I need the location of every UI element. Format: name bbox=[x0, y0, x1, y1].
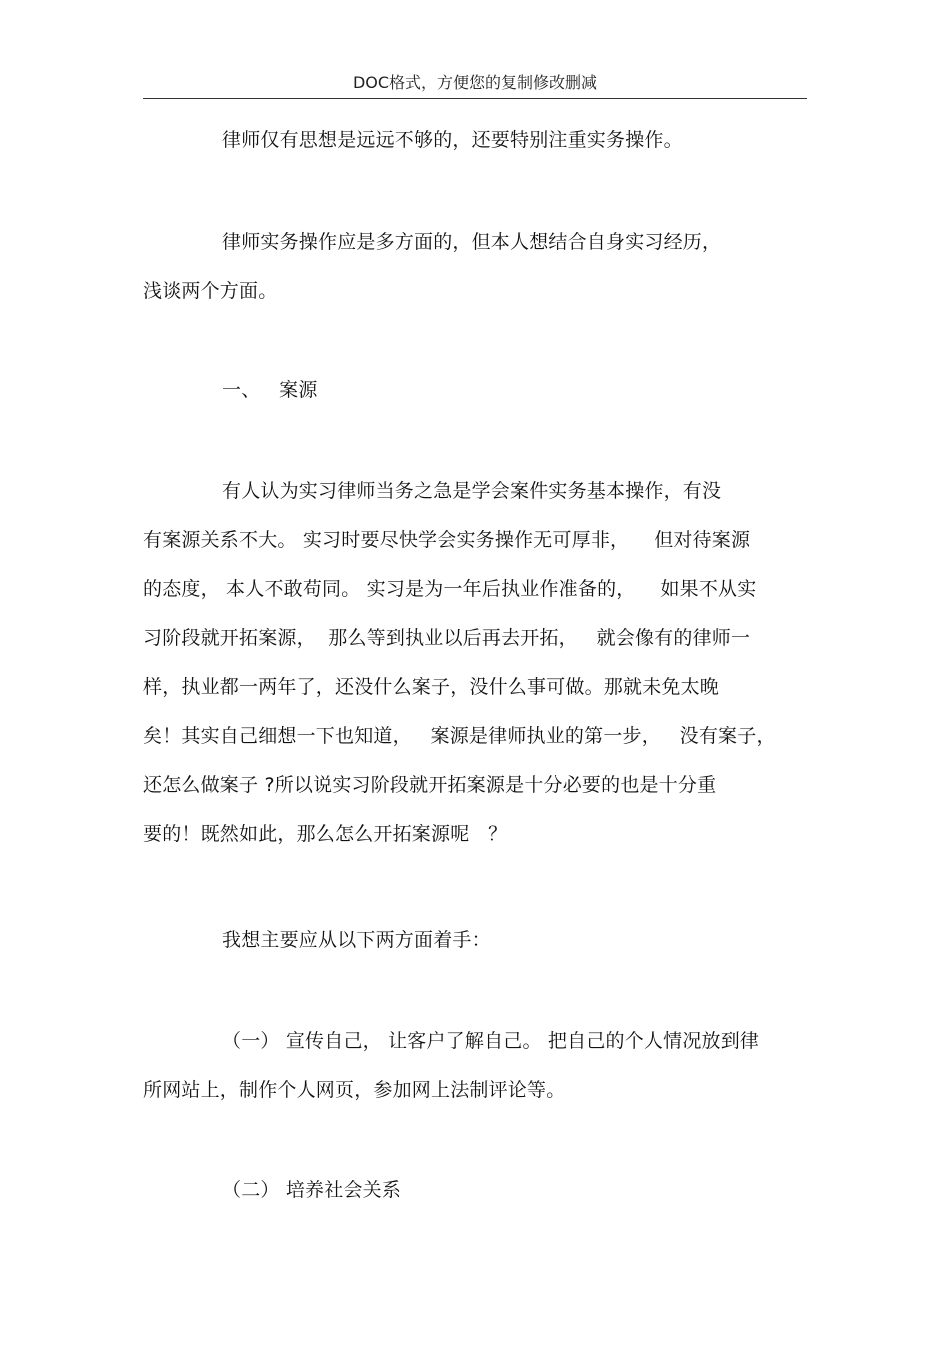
paragraph-line: 样，执业都一两年了，还没什么案子，没什么事可做。那就未免太晚 bbox=[143, 676, 720, 698]
page-header bbox=[143, 70, 807, 99]
paragraph-1 bbox=[143, 116, 807, 165]
paragraph-line: 浅谈两个方面。 bbox=[143, 280, 278, 302]
section-heading bbox=[143, 366, 807, 415]
paragraph-line: 有案源关系不大。 实习时要尽快学会实务操作无可厚非， 但对待案源 bbox=[143, 529, 751, 551]
paragraph-line: 要的！既然如此，那么怎么开拓案源呢 ？ bbox=[143, 823, 508, 845]
paragraph-7 bbox=[143, 1166, 807, 1215]
paragraph-line: 矣！其实自己细想一下也知道， 案源是律师执业的第一步， 没有案子， bbox=[143, 725, 776, 747]
paragraph-line: 我想主要应从以下两方面着手： bbox=[222, 929, 491, 951]
paragraph-5 bbox=[143, 916, 807, 965]
paragraph-4 bbox=[143, 467, 807, 859]
paragraph-line: 律师仅有思想是远远不够的，还要特别注重实务操作。 bbox=[222, 129, 683, 151]
section-heading-text: 一、 案源 bbox=[222, 379, 318, 401]
paragraph-line: 还怎么做案子 ?所以说实习阶段就开拓案源是十分必要的也是十分重 bbox=[143, 774, 717, 796]
paragraph-line: 的态度， 本人不敢苟同。 实习是为一年后执业作准备的， 如果不从实 bbox=[143, 578, 757, 600]
paragraph-6 bbox=[143, 1017, 807, 1115]
header-text: DOC格式，方便您的复制修改删减 bbox=[352, 73, 598, 92]
paragraph-line: （一） 宣传自己， 让客户了解自己。 把自己的个人情况放到律 bbox=[222, 1030, 760, 1052]
paragraph-line: 律师实务操作应是多方面的，但本人想结合自身实习经历， bbox=[222, 231, 722, 253]
paragraph-line: 习阶段就开拓案源， 那么等到执业以后再去开拓， 就会像有的律师一 bbox=[143, 627, 751, 649]
paragraph-line: （二） 培养社会关系 bbox=[222, 1179, 402, 1201]
paragraph-2 bbox=[143, 218, 807, 316]
paragraph-line: 有人认为实习律师当务之急是学会案件实务基本操作，有没 bbox=[222, 480, 722, 502]
paragraph-line: 所网站上，制作个人网页，参加网上法制评论等。 bbox=[143, 1079, 566, 1101]
